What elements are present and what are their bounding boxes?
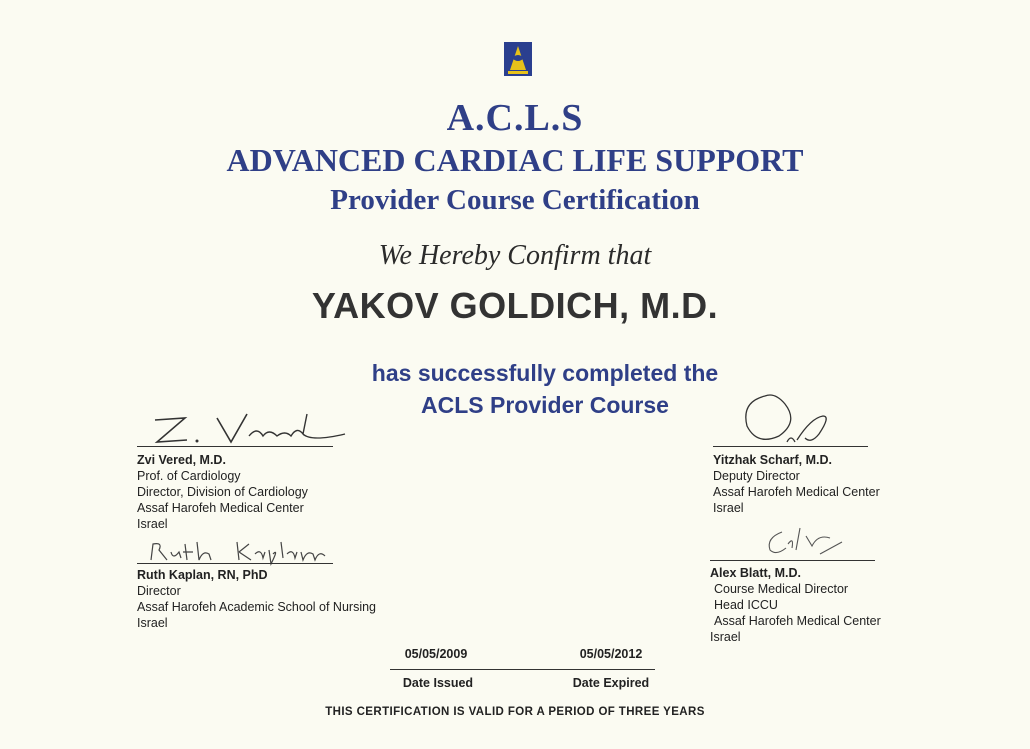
date-expired-value: 05/05/2012 — [579, 647, 643, 661]
date-issued-value: 05/05/2009 — [404, 647, 468, 661]
signatory-title: Director, Division of Cardiology — [137, 485, 308, 499]
signatory-title: Israel — [137, 616, 168, 630]
vered-signature-icon — [145, 408, 350, 450]
signatory-scharf — [713, 452, 973, 516]
signatory-name: Zvi Vered, M.D. — [137, 453, 226, 467]
date-line — [390, 669, 655, 670]
date-issued-label: Date Issued — [402, 676, 474, 690]
signature-line — [137, 563, 333, 564]
institution-logo-icon — [500, 40, 536, 78]
kaplan-signature-icon — [145, 538, 340, 566]
completion-line-1: has successfully completed the — [371, 360, 719, 386]
signatory-title: Head ICCU — [714, 598, 778, 612]
recipient-name: YAKOV GOLDICH, M.D. — [311, 285, 719, 326]
signature-line — [137, 446, 333, 447]
signatory-name: Alex Blatt, M.D. — [710, 566, 801, 580]
validity-footer: THIS CERTIFICATION IS VALID FOR A PERIOD OF THREE YEARS — [325, 706, 705, 718]
completion-line-2: ACLS Provider Course — [421, 392, 669, 418]
signatory-name: Yitzhak Scharf, M.D. — [713, 453, 833, 467]
confirm-text: We Hereby Confirm that — [378, 240, 652, 271]
signatory-title: Director — [137, 584, 181, 598]
signatory-title: Assaf Harofeh Academic School of Nursing — [137, 600, 377, 614]
date-expired-label: Date Expired — [572, 676, 650, 690]
signatory-title: Israel — [713, 501, 744, 515]
acronym-title: A.C.L.S — [446, 97, 584, 139]
signatory-vered — [137, 452, 397, 532]
signatory-title: Israel — [137, 517, 168, 531]
signature-line — [710, 560, 875, 561]
main-title: ADVANCED CARDIAC LIFE SUPPORT — [226, 142, 804, 178]
signature-line — [713, 446, 868, 447]
signatory-title: Assaf Harofeh Medical Center — [137, 501, 304, 515]
signatory-name: Ruth Kaplan, RN, PhD — [137, 568, 268, 582]
blatt-signature-icon — [760, 524, 850, 558]
signatory-title: Assaf Harofeh Medical Center — [713, 485, 880, 499]
signatory-blatt — [710, 565, 970, 645]
signatory-title: Course Medical Director — [714, 582, 849, 596]
signatory-title: Deputy Director — [713, 469, 800, 483]
signatory-title: Prof. of Cardiology — [137, 469, 241, 483]
signatory-kaplan — [137, 567, 437, 631]
subtitle: Provider Course Certification — [330, 184, 700, 216]
scharf-signature-icon — [735, 388, 845, 448]
signatory-title: Israel — [710, 630, 741, 644]
signatory-title: Assaf Harofeh Medical Center — [714, 614, 881, 628]
